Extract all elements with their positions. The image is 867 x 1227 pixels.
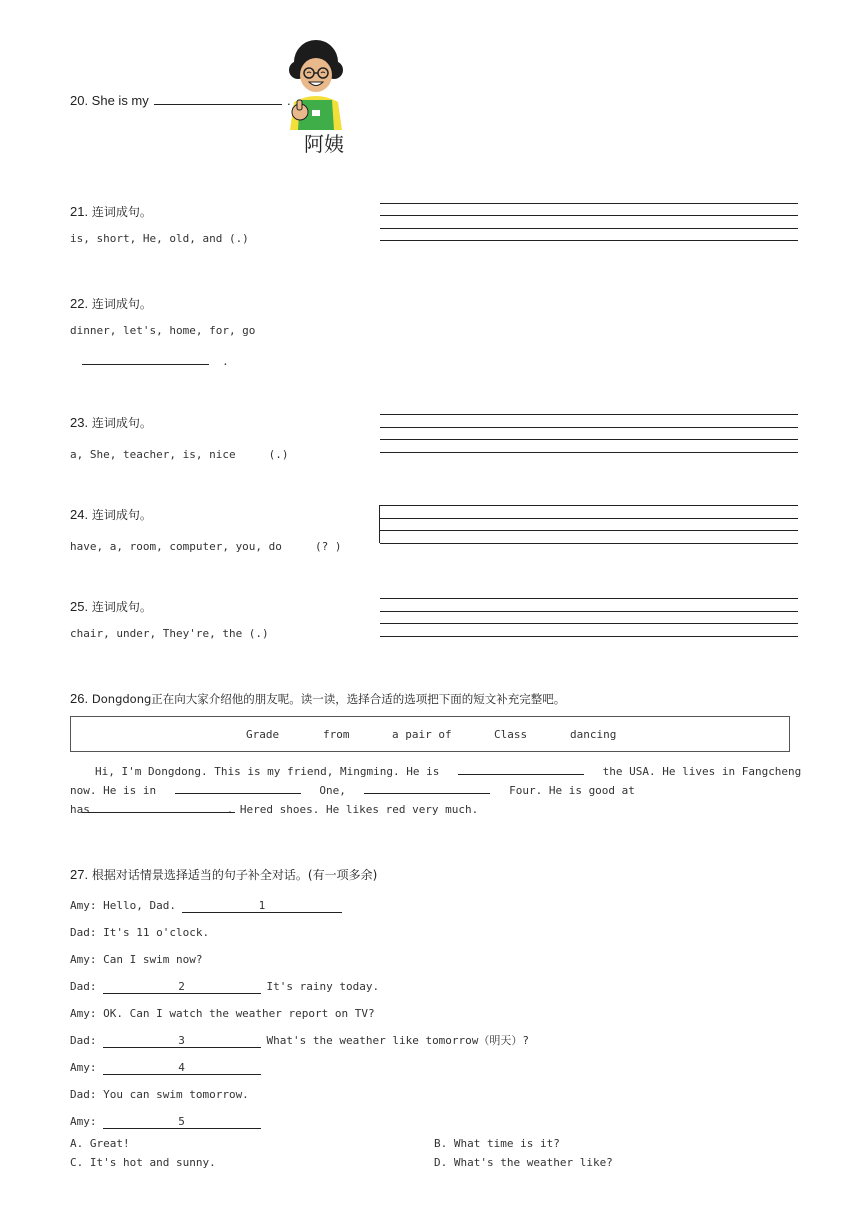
q24-heading xyxy=(70,506,152,523)
q25-line-2[interactable] xyxy=(380,611,798,612)
q26-text-3a: has xyxy=(70,803,90,816)
q26-text-2d: . He xyxy=(226,803,254,816)
q27-speaker-text: Dad: xyxy=(70,980,97,993)
q27-choice-a: A. Great! xyxy=(70,1137,130,1150)
q27-instruction: 根据对话情景选择适当的句子补全对话。(有一项多余) xyxy=(91,868,378,882)
q26-option-4: Class xyxy=(494,728,528,741)
q20-suffix: . xyxy=(286,93,291,108)
q24-words: have, a, room, computer, you, do xyxy=(70,540,282,553)
q27-dialog-line xyxy=(70,1083,249,1102)
q21-number: 21. xyxy=(70,204,89,219)
q20 xyxy=(70,90,291,109)
q22-answer xyxy=(82,350,229,369)
q27-blank-1[interactable]: 1 xyxy=(182,899,342,913)
q26-number: 26. xyxy=(70,691,89,706)
q27-choice-d: D. What's the weather like? xyxy=(434,1156,613,1169)
q22-end: . xyxy=(222,355,229,368)
q26-text-2a: now. He is in xyxy=(70,784,157,797)
q27-speaker-text: Amy: xyxy=(70,1061,97,1074)
q26-instruction: Dongdong正在向大家介绍他的朋友呢。读一读，选择合适的选项把下面的短文补充完整吧。 xyxy=(91,692,566,706)
q22-words: dinner, let's, home, for, go xyxy=(70,324,256,337)
q21-line-1[interactable] xyxy=(380,203,798,204)
q27-blank-4[interactable]: 4 xyxy=(103,1061,261,1075)
q26-option-1: Grade xyxy=(246,728,280,741)
q26-option-3: a pair of xyxy=(392,728,452,741)
q26-text-2b: One, xyxy=(319,784,346,797)
q26-word-bank xyxy=(70,716,790,752)
q24-instruction: 连词成句。 xyxy=(91,508,152,522)
q27-speaker-text: Dad: xyxy=(70,1034,97,1047)
q23-line-1[interactable] xyxy=(380,414,798,415)
q25-words: chair, under, They're, the (.) xyxy=(70,627,269,640)
q27-speaker-text: Dad: It's 11 o'clock. xyxy=(70,926,210,939)
q27-dialog-line xyxy=(70,894,348,913)
q26-text-1a: Hi, I'm Dongdong. This is my friend, Mingming. He is xyxy=(95,765,440,778)
q27-blank-3[interactable]: 3 xyxy=(103,1034,261,1048)
q27-speaker-text: Amy: xyxy=(70,1115,97,1128)
q25-line-4[interactable] xyxy=(380,636,798,637)
q21-line-4[interactable] xyxy=(380,240,798,241)
q20-prefix: 20. She is my xyxy=(70,93,149,108)
q24-line-2[interactable] xyxy=(380,518,798,519)
q26-blank-2[interactable] xyxy=(175,781,301,794)
q20-blank[interactable] xyxy=(154,92,282,105)
q23-instruction: 连词成句。 xyxy=(91,416,152,430)
q27-dialog-line xyxy=(70,1110,267,1129)
q21-instruction: 连词成句。 xyxy=(91,205,152,219)
q27-after-text: It's rainy today. xyxy=(266,980,380,993)
q27-speaker-text: Dad: You can swim tomorrow. xyxy=(70,1088,249,1101)
q21-words: is, short, He, old, and (.) xyxy=(70,232,249,245)
q26-text-2c: Four. He is good at xyxy=(509,784,635,797)
q27-speaker-text: Amy: Hello, Dad. xyxy=(70,899,176,912)
q24-line-3[interactable] xyxy=(380,530,798,531)
q23-line-4[interactable] xyxy=(380,452,798,453)
q24-left-bar xyxy=(379,505,380,543)
q27-after-text: What's the weather like tomorrow（明天）? xyxy=(266,1034,530,1047)
q25-heading xyxy=(70,598,152,615)
q23-heading xyxy=(70,414,152,431)
q27-dialog-line xyxy=(70,975,379,994)
q27-dialog-line xyxy=(70,1002,375,1021)
q27-blank-5[interactable]: 5 xyxy=(103,1115,261,1129)
q26-option-5: dancing xyxy=(570,728,617,741)
q21-heading xyxy=(70,203,152,220)
q27-blank-2[interactable]: 2 xyxy=(103,980,261,994)
q23-words: a, She, teacher, is, nice xyxy=(70,448,236,461)
q27-speaker-text: Amy: Can I swim now? xyxy=(70,953,203,966)
q24-line-1[interactable] xyxy=(380,505,798,506)
q25-line-3[interactable] xyxy=(380,623,798,624)
q27-dialog-line xyxy=(70,1029,529,1048)
aunt-icon xyxy=(284,40,364,140)
q27-choice-c: C. It's hot and sunny. xyxy=(70,1156,216,1169)
aunt-illustration xyxy=(284,40,364,160)
q22-number: 22. xyxy=(70,296,89,311)
q23-line-2[interactable] xyxy=(380,427,798,428)
q27-choice-b: B. What time is it? xyxy=(434,1137,560,1150)
q26-passage-line-3 xyxy=(70,800,790,819)
q26-option-2: from xyxy=(323,728,350,741)
q25-number: 25. xyxy=(70,599,89,614)
q26-passage-line-1 xyxy=(95,762,815,781)
q22-heading xyxy=(70,295,152,312)
aunt-caption: 阿姨 xyxy=(304,132,344,156)
q21-line-3[interactable] xyxy=(380,228,798,229)
q25-line-1[interactable] xyxy=(380,598,798,599)
q27-number: 27. xyxy=(70,867,89,882)
q26-blank-3[interactable] xyxy=(364,781,490,794)
q24-punct: (? ) xyxy=(315,540,342,553)
q24-words-row xyxy=(70,535,342,554)
q26-blank-1[interactable] xyxy=(458,762,584,775)
q27-heading xyxy=(70,866,377,883)
q26-text-3b: red shoes. He likes red very much. xyxy=(253,803,479,816)
q24-number: 24. xyxy=(70,507,89,522)
q27-dialog-line xyxy=(70,1056,267,1075)
q23-words-row xyxy=(70,443,289,462)
q21-line-2[interactable] xyxy=(380,215,798,216)
q25-instruction: 连词成句。 xyxy=(91,600,152,614)
q22-instruction: 连词成句。 xyxy=(91,297,152,311)
q26-heading xyxy=(70,691,565,707)
q27-speaker-text: Amy: OK. Can I watch the weather report on TV? xyxy=(70,1007,375,1020)
q26-blank-5[interactable] xyxy=(109,800,235,813)
q27-dialog-line xyxy=(70,921,209,940)
q23-punct: (.) xyxy=(268,448,289,461)
q27-dialog-line xyxy=(70,948,202,967)
q26-text-1b: the USA. He lives in Fangcheng xyxy=(602,765,802,778)
q22-blank[interactable] xyxy=(82,352,209,365)
q23-line-3[interactable] xyxy=(380,439,798,440)
q24-line-4[interactable] xyxy=(380,543,798,544)
q23-number: 23. xyxy=(70,415,89,430)
